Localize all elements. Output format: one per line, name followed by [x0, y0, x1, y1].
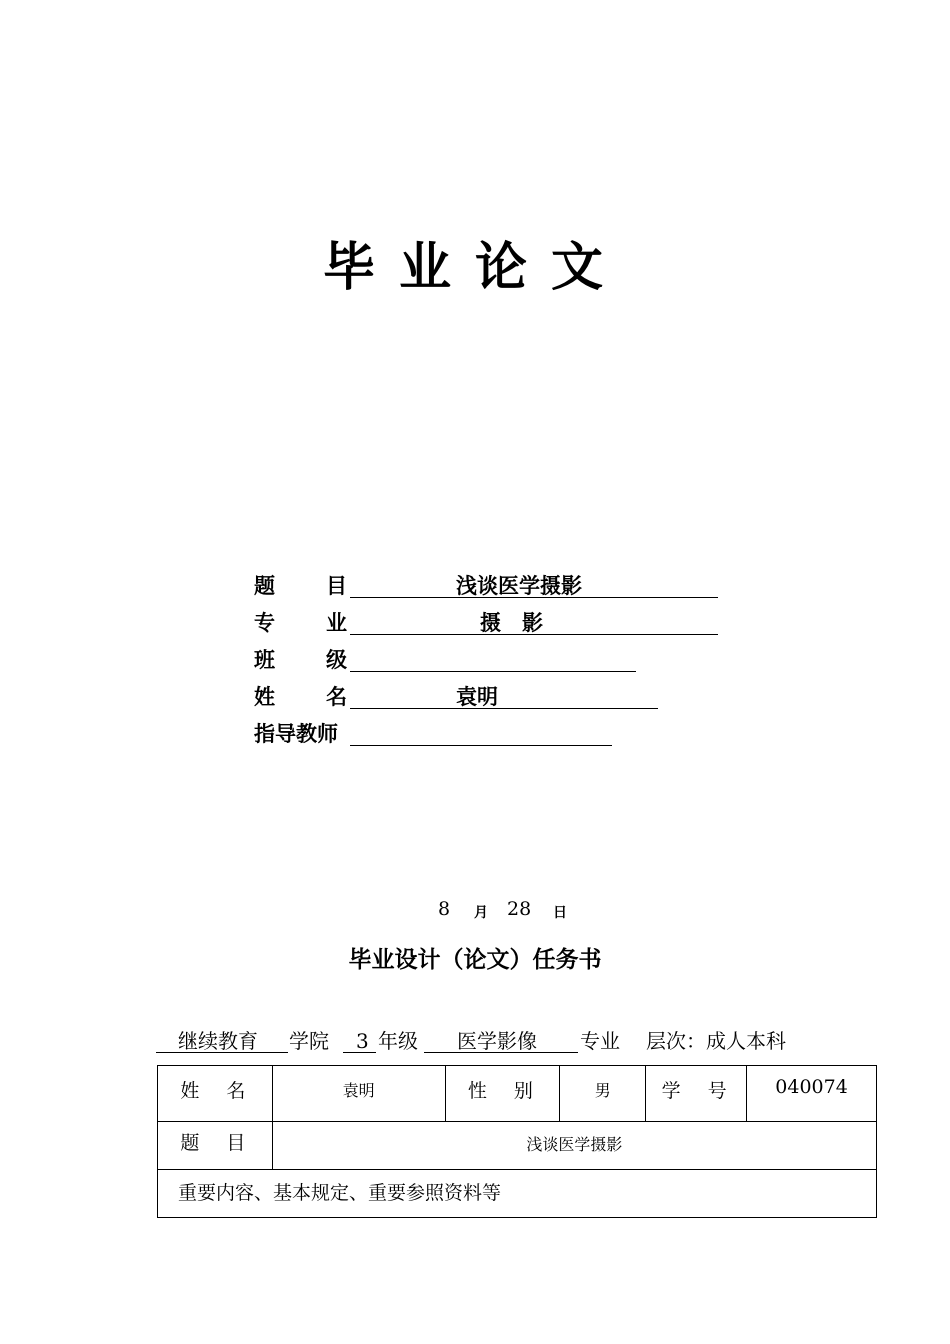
task-book-title: 毕业设计（论文）任务书 — [348, 947, 602, 973]
date-day-char: 日 — [553, 905, 567, 921]
table-row — [158, 1170, 877, 1218]
name-label-a: 姓 — [254, 685, 275, 709]
name-label-cell: 姓 名 — [158, 1066, 273, 1122]
class-underline — [350, 645, 636, 672]
level-text: 层次：成人本科 — [646, 1029, 786, 1053]
major-value: 摄 影 — [480, 611, 543, 635]
name-underline — [350, 682, 658, 709]
major-label-a: 专 — [254, 611, 275, 635]
topic-label-cell: 题 目 — [158, 1122, 273, 1170]
grade-value: 3 — [356, 1029, 369, 1053]
topic-value: 浅谈医学摄影 — [456, 574, 582, 598]
name-value: 袁明 — [456, 685, 498, 709]
task-table — [157, 1065, 877, 1218]
date-month: 8 — [438, 898, 451, 920]
table-row — [158, 1122, 877, 1170]
class-label-a: 班 — [254, 648, 275, 672]
topic-value-cell: 浅谈医学摄影 — [272, 1122, 876, 1170]
topic-label-b: 目 — [326, 574, 347, 598]
college-value: 继续教育 — [178, 1029, 258, 1053]
major-meta-value: 医学影像 — [457, 1029, 537, 1053]
id-value-cell: 040074 — [747, 1066, 877, 1122]
content-label-cell: 重要内容、基本规定、重要参照资料等 — [158, 1170, 877, 1218]
date-day: 28 — [507, 898, 532, 920]
date-line — [0, 898, 950, 926]
page-title: 毕业论文 — [322, 238, 627, 298]
grade-label: 年级 — [378, 1029, 418, 1053]
college-label: 学院 — [289, 1029, 329, 1053]
gender-label-cell: 性 别 — [445, 1066, 560, 1122]
advisor-label: 指导教师 — [254, 722, 338, 746]
class-label-b: 级 — [326, 648, 347, 672]
id-label-cell: 学 号 — [646, 1066, 747, 1122]
name-value-cell: 袁明 — [272, 1066, 445, 1122]
topic-label-a: 题 — [254, 574, 275, 598]
major-label-b: 业 — [326, 611, 347, 635]
name-label-b: 名 — [326, 685, 347, 709]
date-month-char: 月 — [474, 905, 488, 921]
advisor-underline — [350, 719, 612, 746]
table-row — [158, 1066, 877, 1122]
gender-value-cell: 男 — [560, 1066, 646, 1122]
major-meta-label: 专业 — [580, 1029, 620, 1053]
